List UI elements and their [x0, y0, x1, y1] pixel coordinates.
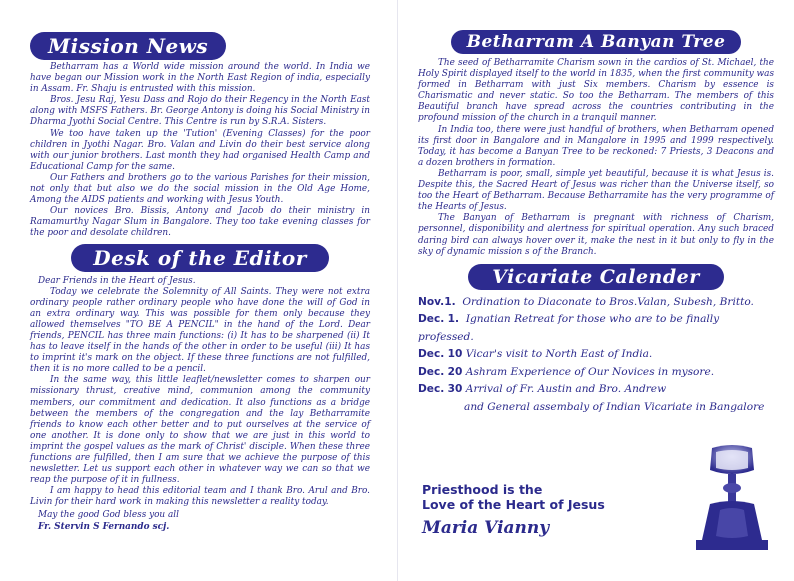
- editor-paragraph: Today we celebrate the Solemnity of All Saints. They were not extra ordinary people rather ordinary people who have done the will of God in an extra ordinary way. This was possible for them only because they allowed themselves "TO BE A PENCIL" in the hand of the Lord. Dear friends, PENCIL has three main functions: (i) It has to be sharpened (ii) It has to leave itself in the hands of the other in order to be useful (iii) It has to imprint it's mark on the object. If these three functions are not fulfilled, then it is no more called to be a pencil.: [30, 286, 370, 375]
- motto-block: [422, 482, 605, 538]
- mission-paragraph: We too have taken up the 'Tution' (Evening Classes) for the poor children in Jyothi Nagar. Bro. Valan and Livin do their best service along with our junior brothers. Last month they had organised Health Camp and Educational Camp for the same.: [30, 128, 370, 172]
- calendar-entry: [418, 346, 774, 364]
- calendar-date: Dec.: [418, 383, 445, 396]
- page-fold: [397, 0, 398, 581]
- calendar-list: [418, 294, 774, 417]
- calendar-day: 1.: [447, 313, 460, 326]
- calendar-date: Dec.: [418, 348, 445, 361]
- banyan-tree-title: Betharram A Banyan Tree: [451, 30, 742, 54]
- calendar-entry: [418, 381, 774, 399]
- banyan-paragraph: The Banyan of Betharram is pregnant with richness of Charism, personnel, disponibility and alertness for spiritual operation. Any such braced daring bird can always hover over it, make the nest in it but only to fly in the sky of dynamic mission s of the Branch.: [418, 213, 774, 257]
- calendar-title: Vicariate Calender: [468, 264, 723, 290]
- right-column: [418, 0, 774, 538]
- editor-heading-row: [30, 244, 370, 272]
- motto-line-2: Love of the Heart of Jesus: [422, 497, 605, 512]
- calendar-day: 30: [447, 383, 463, 396]
- calendar-date: Dec.: [418, 313, 445, 326]
- calendar-day: 20: [447, 365, 463, 378]
- calendar-day: 1.: [444, 295, 456, 308]
- mission-news-section: [30, 32, 370, 240]
- motto-author: Maria Vianny: [422, 518, 550, 538]
- calendar-day: 10: [447, 348, 463, 361]
- calendar-entry: [418, 364, 774, 382]
- editor-greeting: Dear Friends in the Heart of Jesus.: [38, 275, 196, 286]
- motto-line-1: Priesthood is the: [422, 482, 543, 497]
- banyan-section: [418, 58, 774, 258]
- calendar-text: Arrival of Fr. Austin and Bro. Andrew: [465, 383, 667, 396]
- mission-paragraph: Our Fathers and brothers go to the various Parishes for their mission, not only that but also we do the social mission in the Old Age Home, Among the AIDS patients and working with Jesus Youth.: [30, 172, 370, 206]
- banyan-paragraph: In India too, there were just handful of brothers, when Betharram opened its first door in Bangalore and in Mangalore in 1995 and 1999 respectively. Today, it has become a Banyan Tree to be reckoned: 7 Priests, 3 Deacons and a dozen brothers in formation.: [418, 124, 774, 168]
- calendar-text: Ordination to Diaconate to Bros.Valan, Subesh, Britto.: [462, 295, 754, 308]
- editor-paragraph: I am happy to head this editorial team and I thank Bro. Arul and Bro. Livin for their hard work in making this newsletter a reality today.: [30, 486, 370, 508]
- calendar-continuation: and General assembaly of Indian Vicariate in Bangalore: [464, 400, 765, 413]
- editor-blessing: May the good God bless you all: [38, 510, 179, 521]
- chalice-image: [692, 440, 772, 555]
- editor-signature: Fr. Stervin S Fernando scj.: [38, 521, 170, 532]
- calendar-date: Dec.: [418, 365, 445, 378]
- left-column: [30, 0, 370, 533]
- banyan-heading-row: [418, 30, 774, 54]
- mission-paragraph: Our novices Bro. Bissis, Antony and Jacob do their ministry in Ramamurthy Nagar Slum in Bangalore. They too take evening classes for the poor and desolate children.: [30, 206, 370, 239]
- mission-paragraph: Betharram has a World wide mission around the world. In India we have began our Mission work in the North East Region of india, especially in Assam. Fr. Shaju is entrusted with this mission.: [30, 62, 370, 95]
- calendar-entry: [418, 294, 774, 312]
- calendar-entry: [418, 311, 774, 346]
- editor-section: [30, 276, 370, 533]
- mission-news-title: Mission News: [30, 32, 226, 60]
- calendar-text: Vicar's visit to North East of India.: [465, 348, 653, 361]
- editor-title: Desk of the Editor: [71, 244, 328, 272]
- calendar-text: Ignatian Retreat for those who are to be finally professed.: [418, 313, 720, 343]
- banyan-paragraph: The seed of Betharramite Charism sown in the cardios of St. Michael, the Holy Spirit displayed itself to the world in 1835, when the first community was formed in Betharram with just Six members. Charism by essence is Charismatic and never static. So too the Betharram. The members of this Beautiful branch have spread across the countries contributing in the profound mission of the church in a tranquil manner.: [418, 58, 774, 124]
- calendar-text: Ashram Experience of Our Novices in mysore.: [465, 365, 715, 378]
- calendar-date: Nov.: [418, 295, 445, 308]
- mission-paragraph: Bros. Jesu Raj, Yesu Dass and Rojo do their Regency in the North East along with MSFS Fathers. Br. George Antony is doing his Social Ministry in Dharma Jyothi Social Centre. This Centre is run by S.R.A. Sisters.: [30, 95, 370, 128]
- calendar-heading-row: [418, 264, 774, 290]
- editor-paragraph: In the same way, this little leaflet/newsletter comes to sharpen our missionary thrust, creative mind, communion among the community members, our commitment and dedication. It also functions as a bridge between the members of the congregation and the lay Betharramite friends to know each other better and to put ourselves at the service of one another. It is done only to show that we are just in this world to imprint the gospel values as the mark of Christ' disciple. When these three functions are fulfilled, then I am sure that we achieve the purpose of this newsletter. Let us support each other in whatever way we can so that we reap the purpose of it in fullness.: [30, 375, 370, 486]
- banyan-paragraph: Betharram is poor, small, simple yet beautiful, because it is what Jesus is. Despite this, the Sacred Heart of Jesus was richer than the Universe itself, so too the Heart of Betharram. Because Betharramite has the very programme of the Hearts of Jesus.: [418, 168, 774, 213]
